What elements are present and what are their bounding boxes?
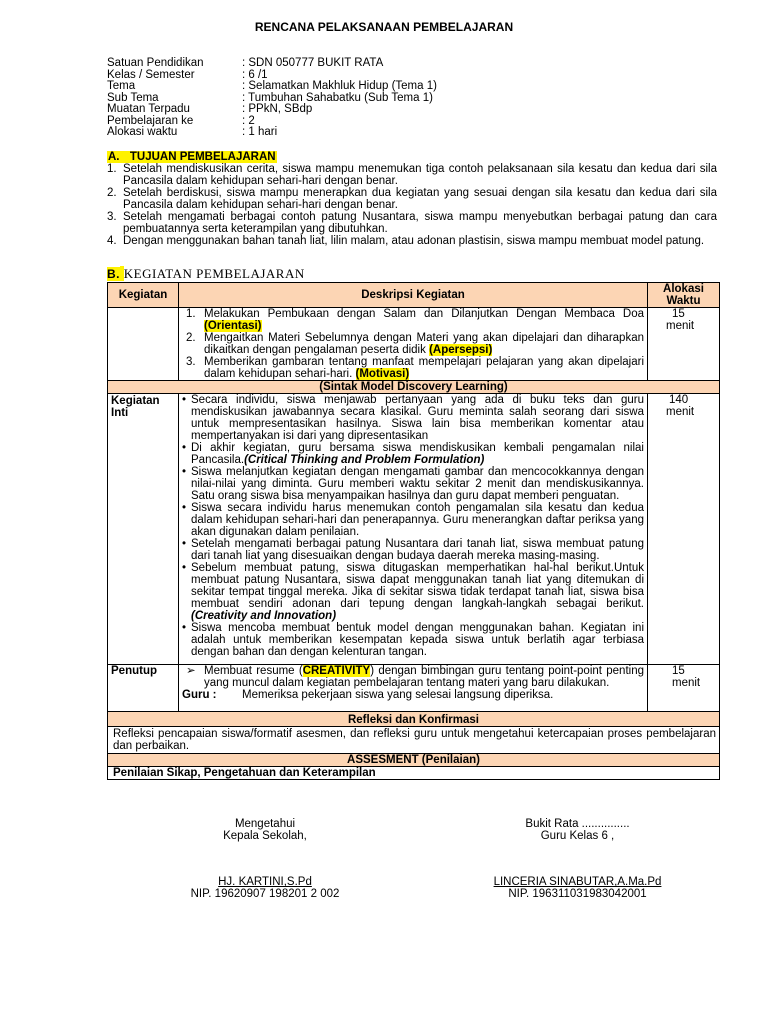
section-a-title: TUJUAN PEMBELAJARAN bbox=[129, 151, 276, 163]
time-value: 15 bbox=[672, 308, 685, 320]
objective-item bbox=[107, 211, 717, 235]
list-text: Membuat resume ( bbox=[204, 665, 303, 677]
identity-label: Satuan Pendidikan bbox=[107, 57, 204, 69]
list-item bbox=[182, 466, 644, 502]
list-item bbox=[182, 562, 644, 622]
objective-text: Dengan menggunakan bahan tanah liat, lilin malam, atau adonan plastisin, siswa mampu membuat model patung. bbox=[123, 235, 705, 247]
signature-left-line1: Mengetahui bbox=[234, 818, 296, 830]
identity-value: : 1 hari bbox=[242, 126, 278, 138]
cell-pendahuluan-alokasi bbox=[648, 308, 720, 381]
objective-number: 4. bbox=[107, 235, 117, 247]
identity-label: Sub Tema bbox=[107, 91, 159, 104]
identity-row bbox=[107, 116, 667, 128]
identity-row bbox=[107, 81, 667, 93]
bullet: • bbox=[182, 562, 187, 574]
identity-value: : PPkN, SBdp bbox=[242, 103, 313, 115]
signature-left bbox=[190, 818, 340, 900]
identity-row bbox=[107, 58, 667, 70]
list-text: Setelah mengamati berbagai patung Nusantara dari tanah liat, siswa membuat patung dari tanah liat yang disesuaikan dengan budaya daerah mereka masing-masing. bbox=[191, 538, 644, 562]
identity-value: : Selamatkan Makhluk Hidup (Tema 1) bbox=[242, 80, 437, 92]
table-row-sintak bbox=[108, 381, 720, 394]
time-value: 15 bbox=[672, 665, 685, 677]
bullet: • bbox=[182, 502, 187, 514]
table-row-assesment-bar bbox=[108, 754, 720, 767]
list-text: Secara individu, siswa menjawab pertanyaan yang ada di buku teks dan guru mendiskusikan jawabannya secara klasikal. Guru meminta salah seorang dari siswa untuk mempresentasikan hasilnya. Siswa lain bisa memberikan komentar atau mempertanyakan isi dari yang dipresentasikan bbox=[191, 394, 644, 442]
table-header-row bbox=[108, 283, 720, 308]
identity-label: Muatan Terpadu bbox=[107, 103, 190, 115]
list-text: Siswa secara individu harus menemukan contoh pengamalan sila kesatu dan kedua dalam kehidupan sehari-hari dan penerapannya. Guru menerangkan daftar periksa yang akan digunakan dalam penilaian. bbox=[191, 502, 644, 538]
signature-right-name: LINCERIA SINABUTAR,A.Ma.Pd bbox=[493, 876, 662, 888]
identity-label: Pembelajaran ke bbox=[107, 114, 194, 127]
list-text: Mengaitkan Materi Sebelumnya dengan Materi yang akan dipelajari dan diharapkan dikaitkan dengan pengalaman peserta didik bbox=[204, 332, 644, 356]
cell-kegiatan-empty bbox=[108, 308, 179, 381]
header-alokasi: Alokasi Waktu bbox=[648, 283, 720, 308]
guru-text: Memeriksa pekerjaan siswa yang selesai langsung diperiksa. bbox=[242, 689, 554, 701]
list-item bbox=[182, 394, 644, 442]
refleksi-text: Refleksi pencapaian siswa/formatif asesmen, dan refleksi guru untuk mengetahui ketercapaian proses pembelajaran dan perbaikan. bbox=[108, 727, 720, 754]
identity-label: Tema bbox=[107, 80, 136, 92]
signature-left-name: HJ. KARTINI,S.Pd bbox=[218, 876, 312, 888]
list-item bbox=[182, 665, 644, 689]
objective-item bbox=[107, 235, 717, 247]
cell-inti-alokasi bbox=[648, 394, 720, 665]
table-row-penutup bbox=[108, 665, 720, 712]
list-number: 3. bbox=[186, 356, 196, 368]
list-text: Memberikan gambaran tentang manfaat mempelajari pelajaran yang akan dipelajari dalam kehidupan sehari-hari. bbox=[204, 356, 644, 380]
section-a-letter: A. bbox=[108, 151, 120, 163]
section-b-title: KEGIATAN PEMBELAJARAN bbox=[123, 266, 305, 281]
objective-item bbox=[107, 187, 717, 211]
list-text: Siswa mencoba membuat bentuk model dengan menggunakan bahan. Kegiatan ini adalah untuk memberikan kesempatan kepada siswa untuk berlatih agar terbiasa dengan bahan dan dengan kelenturan tangan. bbox=[191, 622, 644, 658]
objective-list bbox=[107, 163, 717, 247]
header-deskripsi: Deskripsi Kegiatan bbox=[179, 283, 648, 308]
sintak-bar: (Sintak Model Discovery Learning) bbox=[108, 381, 720, 394]
table-row-penilaian bbox=[108, 767, 720, 780]
identity-row bbox=[107, 104, 667, 116]
cell-penutup-label: Penutup bbox=[108, 665, 179, 712]
list-number: 2. bbox=[186, 332, 196, 344]
section-a-heading bbox=[107, 151, 717, 163]
identity-label: Kelas / Semester bbox=[107, 68, 195, 81]
list-item bbox=[182, 308, 644, 332]
list-item bbox=[182, 356, 644, 380]
table-row-refleksi bbox=[108, 727, 720, 754]
bullet: • bbox=[182, 394, 187, 406]
list-text: Siswa melanjutkan kegiatan dengan mengamati gambar dan mencocokkannya dengan nilai-nilai yang diminta. Guru memberi waktu sekitar 2 menit dan mendiskusikannya. Satu orang siswa bisa menyampaikan hasilnya dan guru dapat memberi penguatan. bbox=[191, 466, 644, 502]
objective-number: 2. bbox=[107, 187, 117, 199]
bullet: • bbox=[182, 442, 187, 454]
cell-pendahuluan-deskripsi bbox=[179, 308, 648, 381]
section-tujuan bbox=[107, 151, 717, 247]
cell-penutup-alokasi bbox=[648, 665, 720, 712]
list-text: Sebelum membuat patung, siswa ditugaskan memperhatikan hal-hal berikut.Untuk membuat patung Nusantara, siswa dapat menggunakan tanah liat yang ditemukan di sekitar tempat tinggal mereka. Jika di sekitar siswa tidak terdapat tanah liat, siswa bisa membuat sendiri adonan dari tepung dengan langkah-langkah sebagai berikut. bbox=[191, 562, 644, 610]
identity-label: Alokasi waktu bbox=[107, 126, 178, 138]
signature-left-nip: NIP. 19620907 198201 2 002 bbox=[190, 888, 340, 900]
list-text: Melakukan Pembukaan dengan Salam dan Dilanjutkan Dengan Membaca Doa bbox=[204, 308, 644, 320]
tag-highlight: (Motivasi) bbox=[355, 368, 410, 380]
identity-block bbox=[107, 58, 667, 139]
tag-italic: (Creativity and Innovation) bbox=[191, 610, 337, 622]
objective-text: Setelah mendiskusikan cerita, siswa mampu menemukan tiga contoh pelaksanaan sila kesatu dan kedua dari sila Pancasila dalam kehidupan sehari-hari dengan benar. bbox=[123, 163, 717, 187]
identity-row bbox=[107, 93, 667, 105]
assesment-bar: ASSESMENT (Penilaian) bbox=[108, 754, 720, 767]
guru-line bbox=[182, 689, 644, 701]
table-row-refleksi-bar bbox=[108, 712, 720, 727]
guru-label: Guru : bbox=[182, 689, 217, 701]
time-unit: menit bbox=[672, 677, 701, 689]
identity-row bbox=[107, 127, 667, 139]
penilaian-text: Penilaian Sikap, Pengetahuan dan Keterampilan bbox=[108, 767, 720, 780]
bullet: • bbox=[182, 622, 187, 634]
tag-italic: (Critical Thinking and Problem Formulation) bbox=[244, 454, 485, 466]
section-b-heading bbox=[107, 268, 305, 280]
document-title: RENCANA PELAKSANAAN PEMBELAJARAN bbox=[254, 20, 514, 34]
list-text: ) dengan bimbingan guru tentang point-point penting yang muncul dalam kegiatan pembelajaran tentang materi yang baru dilakukan. bbox=[204, 665, 644, 689]
table-row-inti bbox=[108, 394, 720, 665]
objective-number: 1. bbox=[107, 163, 117, 175]
signature-right-nip: NIP. 196311031983042001 bbox=[508, 888, 647, 900]
identity-value: : 2 bbox=[242, 114, 255, 127]
list-item bbox=[182, 332, 644, 356]
section-b-letter: B. bbox=[107, 267, 120, 281]
list-item bbox=[182, 502, 644, 538]
identity-value: : SDN 050777 BUKIT RATA bbox=[242, 57, 384, 69]
identity-value: : Tumbuhan Sahabatku (Sub Tema 1) bbox=[242, 91, 433, 104]
tag-highlight: CREATIVITY bbox=[302, 665, 371, 677]
cell-penutup-deskripsi bbox=[179, 665, 648, 712]
arrow-bullet-icon: ➢ bbox=[186, 665, 196, 677]
list-text: Di akhir kegiatan, guru bersama siswa mendiskusikan kembali pengamalan nilai Pancasila. bbox=[191, 442, 644, 466]
header-kegiatan: Kegiatan bbox=[108, 283, 179, 308]
tag-highlight: (Apersepsi) bbox=[429, 344, 493, 356]
kegiatan-table bbox=[107, 282, 720, 780]
signature-left-line2: Kepala Sekolah, bbox=[223, 830, 307, 842]
objective-text: Setelah berdiskusi, siswa mampu menerapkan dua kegiatan yang sesuai dengan sila kesatu dan kedua dari sila Pancasila dalam kehidupan sehari-hari dengan benar. bbox=[123, 187, 717, 211]
identity-value: : 6 /1 bbox=[242, 68, 268, 81]
list-item bbox=[182, 622, 644, 658]
list-number: 1. bbox=[186, 308, 196, 320]
table-row-pendahuluan bbox=[108, 308, 720, 381]
list-item bbox=[182, 538, 644, 562]
signature-right bbox=[475, 818, 680, 900]
objective-number: 3. bbox=[107, 211, 117, 223]
bullet: • bbox=[182, 538, 187, 550]
list-item bbox=[182, 442, 644, 466]
signature-right-line1: Bukit Rata ............... bbox=[525, 818, 630, 830]
refleksi-bar: Refleksi dan Konfirmasi bbox=[108, 712, 720, 727]
signature-right-line2: Guru Kelas 6 , bbox=[540, 830, 615, 842]
bullet: • bbox=[182, 466, 187, 478]
time-unit: menit bbox=[666, 406, 695, 418]
time-unit: menit bbox=[666, 320, 695, 332]
objective-item bbox=[107, 163, 717, 187]
cell-inti-label: Kegiatan Inti bbox=[108, 394, 179, 665]
tag-highlight: (Orientasi) bbox=[204, 320, 262, 332]
objective-text: Setelah mengamati berbagai contoh patung Nusantara, siswa mampu menyebutkan berbagai patung dan cara pembuatannya serta keterampilan yang dibutuhkan. bbox=[123, 211, 717, 235]
time-value: 140 bbox=[669, 394, 689, 406]
cell-inti-deskripsi bbox=[179, 394, 648, 665]
